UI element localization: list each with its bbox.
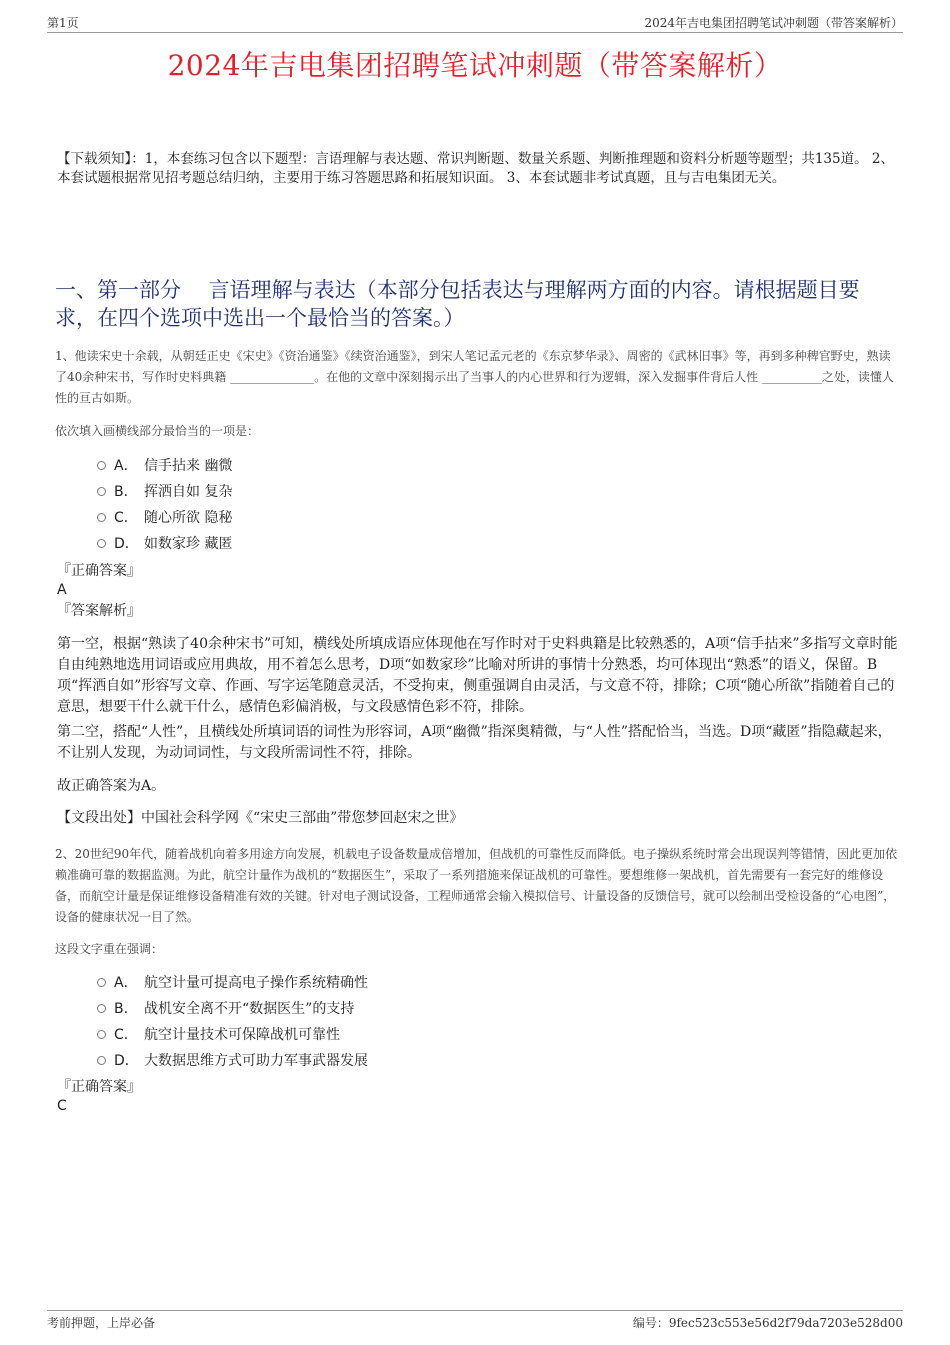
page-header bbox=[47, 12, 903, 32]
analysis-label bbox=[57, 602, 898, 621]
question-2 bbox=[55, 844, 898, 928]
header-divider bbox=[47, 32, 903, 33]
option-text: 挥洒自如 复杂 bbox=[144, 484, 233, 500]
option-c[interactable] bbox=[55, 1021, 898, 1047]
question-1-prompt-block bbox=[55, 422, 898, 439]
question-1-options bbox=[55, 452, 898, 556]
download-notice: 【下载须知】：1，本套练习包含以下题型：言语理解与表达题、常识判断题、数量关系题、判断推理题和资料分析题等题型；共135道。 2、本套试题根据常见招考题总结归纳，主要用于练习答题思路和拓展知识面。 3、本套试题非考试真题，且与吉电集团无关。 bbox=[57, 151, 894, 186]
answer-value bbox=[57, 1097, 898, 1116]
option-a[interactable] bbox=[55, 452, 898, 478]
radio-button-icon[interactable] bbox=[97, 978, 106, 987]
analysis-paragraph-2 bbox=[57, 722, 898, 764]
question-2-prompt-block bbox=[55, 940, 898, 957]
analysis-conclusion bbox=[57, 776, 898, 797]
answer-label-text: 『正确答案』 bbox=[57, 1079, 141, 1095]
page-title: 2024年吉电集团招聘笔试冲刺题（带答案解析） bbox=[167, 49, 783, 82]
analysis-text: 第二空，搭配“人性”，且横线处所填词语的词性为形容词，A项“幽微”指深奥精微，与“人性”搭配恰当，当选。D项“藏匿”指隐藏起来，不让别人发现，为动词词性，与文段所需词性不符，排除。 bbox=[57, 724, 892, 761]
option-b[interactable] bbox=[55, 478, 898, 504]
section-heading: 一、第一部分 言语理解与表达（本部分包括表达与理解两方面的内容。请根据题目要求，在四个选项中选出一个最恰当的答案。） bbox=[55, 278, 860, 330]
option-text: 大数据思维方式可助力军事武器发展 bbox=[144, 1053, 368, 1069]
question-2-options bbox=[55, 969, 898, 1073]
footer-slogan: 考前押题，上岸必备 bbox=[47, 1316, 156, 1330]
option-c[interactable] bbox=[55, 504, 898, 530]
option-key: A． bbox=[114, 975, 138, 991]
radio-button-icon[interactable] bbox=[97, 539, 106, 548]
source-citation bbox=[57, 808, 898, 829]
option-text: 航空计量可提高电子操作系统精确性 bbox=[144, 975, 368, 991]
radio-button-icon[interactable] bbox=[97, 513, 106, 522]
option-a[interactable] bbox=[55, 969, 898, 995]
option-d[interactable] bbox=[55, 530, 898, 556]
option-text: 航空计量技术可保障战机可靠性 bbox=[144, 1027, 340, 1043]
radio-button-icon[interactable] bbox=[97, 461, 106, 470]
radio-button-icon[interactable] bbox=[97, 1004, 106, 1013]
radio-button-icon[interactable] bbox=[97, 1056, 106, 1065]
option-text: 如数家珍 藏匿 bbox=[144, 536, 233, 552]
page-footer bbox=[47, 1314, 903, 1334]
answer-label-text: 『正确答案』 bbox=[57, 563, 141, 579]
header-doc-title: 2024年吉电集团招聘笔试冲刺题（带答案解析） bbox=[644, 16, 903, 30]
option-key: B． bbox=[114, 1001, 138, 1017]
option-d[interactable] bbox=[55, 1047, 898, 1073]
analysis-text: 第一空，根据“熟读了40余种宋书”可知，横线处所填成语应体现他在写作时对于史料典籍是比较熟悉的，A项“信手拈来”多指写文章时能自由纯熟地选用词语或应用典故，用不着怎么思考，D项“如数家珍”比喻对所讲的事情十分熟悉，均可体现出“熟悉”的语义，保留。B项“挥洒自如”形容写文章、作画、写字运笔随意灵活，不受拘束，侧重强调自由灵活，与文意不符，排除；C项“随心所欲”指随着自己的意思，想要干什么就干什么，感情色彩偏消极，与文段感情色彩不符，排除。 bbox=[57, 636, 898, 715]
option-key: A． bbox=[114, 458, 138, 474]
answer-label bbox=[57, 562, 898, 581]
option-key: B． bbox=[114, 484, 138, 500]
option-text: 战机安全离不开“数据医生”的支持 bbox=[144, 1001, 355, 1017]
analysis-label-text: 『答案解析』 bbox=[57, 603, 141, 619]
radio-button-icon[interactable] bbox=[97, 487, 106, 496]
question-prompt: 依次填入画横线部分最恰当的一项是： bbox=[55, 424, 260, 438]
answer-value bbox=[57, 581, 898, 600]
source-text: 【文段出处】中国社会科学网《“宋史三部曲”带您梦回赵宋之世》 bbox=[57, 810, 464, 826]
question-text: 1、他读宋史十余载，从朝廷正史《宋史》《资治通鉴》《续资治通鉴》，到宋人笔记孟元老的《东京梦华录》、周密的《武林旧事》等，再到多种稗官野史，熟读了40余种宋书，写作时史料典籍 ______________。在他的文章中深刻揭示出了当事人的内心世界和行为逻辑，深入发掘事件背后人性 __________之处，读懂人性的亘古如斯。 bbox=[55, 349, 894, 405]
question-prompt: 这段文字重在强调： bbox=[55, 942, 164, 956]
answer-label bbox=[57, 1078, 898, 1097]
answer-text: A bbox=[57, 582, 67, 598]
option-key: C． bbox=[114, 1027, 138, 1043]
page-number: 第1页 bbox=[47, 16, 79, 30]
answer-text: C bbox=[57, 1098, 67, 1114]
document-id: 编号：9fec523c553e56d2f79da7203e528d00 bbox=[632, 1316, 903, 1330]
analysis-paragraph-1 bbox=[57, 634, 898, 718]
radio-button-icon[interactable] bbox=[97, 1030, 106, 1039]
option-key: D． bbox=[114, 1053, 139, 1069]
question-text: 2、20世纪90年代，随着战机向着多用途方向发展，机载电子设备数量成倍增加，但战机的可靠性反而降低。电子操纵系统时常会出现误判等错情，因此更加依赖准确可靠的数据监测。为此，航空计量作为战机的“数据医生”，采取了一系列措施来保证战机的可靠性。要想维修一架战机，首先需要有一套完好的维修设备，而航空计量是保证维修设备精准有效的关键。针对电子测试设备，工程师通常会输入模拟信号、计量设备的反馈信号，就可以绘制出受检设备的“心电图”，设备的健康状况一目了然。 bbox=[55, 847, 898, 924]
option-text: 信手拈来 幽微 bbox=[144, 458, 233, 474]
option-b[interactable] bbox=[55, 995, 898, 1021]
question-1 bbox=[55, 346, 898, 409]
option-text: 随心所欲 隐秘 bbox=[144, 510, 233, 526]
footer-divider bbox=[47, 1310, 903, 1311]
option-key: D． bbox=[114, 536, 139, 552]
option-key: C． bbox=[114, 510, 138, 526]
analysis-text: 故正确答案为A。 bbox=[57, 778, 166, 794]
